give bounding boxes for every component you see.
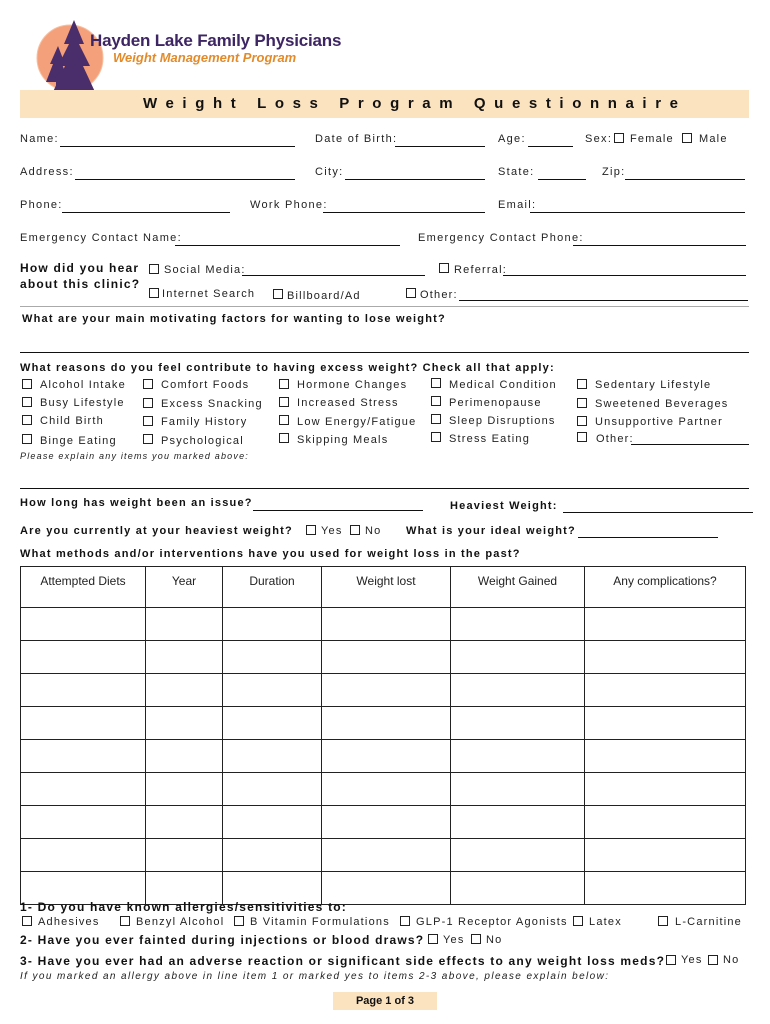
emergency-name-label: Emergency Contact Name: xyxy=(20,232,182,244)
stress-eating-checkbox[interactable] xyxy=(431,432,441,442)
busy-lifestyle-label: Busy Lifestyle xyxy=(40,397,125,409)
table-cell[interactable] xyxy=(322,641,451,674)
column-header: Any complications? xyxy=(585,567,746,608)
hormone-changes-label: Hormone Changes xyxy=(297,379,408,391)
table-cell[interactable] xyxy=(146,740,223,773)
table-cell[interactable] xyxy=(21,806,146,839)
form-title: Weight Loss Program Questionnaire xyxy=(143,95,687,112)
table-cell[interactable] xyxy=(322,707,451,740)
table-cell[interactable] xyxy=(223,608,322,641)
table-cell[interactable] xyxy=(146,608,223,641)
latex-checkbox[interactable] xyxy=(573,916,583,926)
table-row xyxy=(21,608,746,641)
column-header: Attempted Diets xyxy=(21,567,146,608)
other-referral-field[interactable] xyxy=(459,300,748,301)
hormone-changes-checkbox[interactable] xyxy=(279,379,289,389)
ideal-weight-label: What is your ideal weight? xyxy=(406,525,576,537)
motivation-question: What are your main motivating factors for wanting to lose weight? xyxy=(22,313,446,325)
table-cell[interactable] xyxy=(451,740,585,773)
table-cell[interactable] xyxy=(146,773,223,806)
table-cell[interactable] xyxy=(223,839,322,872)
emergency-phone-field[interactable] xyxy=(573,245,746,246)
table-cell[interactable] xyxy=(451,839,585,872)
internet-search-checkbox[interactable] xyxy=(149,288,159,298)
female-label: Female xyxy=(630,133,674,145)
benzyl-alcohol-label: Benzyl Alcohol xyxy=(136,916,225,928)
psychological-checkbox[interactable] xyxy=(143,434,153,444)
fainted-question: 2- Have you ever fainted during injections or blood draws? xyxy=(20,933,425,947)
adverse-no-label: No xyxy=(723,954,740,966)
reasons-explain-field[interactable] xyxy=(20,488,749,489)
table-cell[interactable] xyxy=(146,674,223,707)
skipping-meals-checkbox[interactable] xyxy=(279,433,289,443)
table-cell[interactable] xyxy=(585,641,746,674)
table-cell[interactable] xyxy=(322,839,451,872)
fainted-yes-checkbox[interactable] xyxy=(428,934,438,944)
page-indicator: Page 1 of 3 xyxy=(333,992,437,1010)
table-cell[interactable] xyxy=(585,872,746,905)
b-vitamin-label: B Vitamin Formulations xyxy=(250,916,390,928)
other-referral-label: Other: xyxy=(420,289,458,301)
comfort-foods-label: Comfort Foods xyxy=(161,379,250,391)
methods-question: What methods and/or interventions have you used for weight loss in the past? xyxy=(20,548,521,560)
table-row xyxy=(21,773,746,806)
social-media-label: Social Media: xyxy=(164,264,246,276)
binge-eating-checkbox[interactable] xyxy=(22,434,32,444)
dob-field[interactable] xyxy=(395,146,485,147)
low-energy-checkbox[interactable] xyxy=(279,415,289,425)
sweetened-beverages-checkbox[interactable] xyxy=(577,398,587,408)
sedentary-lifestyle-label: Sedentary Lifestyle xyxy=(595,379,712,391)
zip-label: Zip: xyxy=(602,166,626,178)
perimenopause-checkbox[interactable] xyxy=(431,396,441,406)
table-cell[interactable] xyxy=(322,740,451,773)
alcohol-intake-label: Alcohol Intake xyxy=(40,379,126,391)
reasons-question: What reasons do you feel contribute to having excess weight? Check all that apply: xyxy=(20,362,555,374)
table-cell[interactable] xyxy=(451,872,585,905)
skipping-meals-label: Skipping Meals xyxy=(297,434,389,446)
column-header: Year xyxy=(146,567,223,608)
name-label: Name: xyxy=(20,133,59,145)
state-field[interactable] xyxy=(538,179,586,180)
table-cell[interactable] xyxy=(21,641,146,674)
fainted-no-label: No xyxy=(486,934,503,946)
column-header: Duration xyxy=(223,567,322,608)
sex-label: Sex: xyxy=(585,133,613,145)
table-cell[interactable] xyxy=(451,674,585,707)
family-history-checkbox[interactable] xyxy=(143,416,153,426)
state-label: State: xyxy=(498,166,535,178)
table-cell[interactable] xyxy=(322,806,451,839)
email-field[interactable] xyxy=(530,212,745,213)
sedentary-lifestyle-checkbox[interactable] xyxy=(577,379,587,389)
ideal-weight-field[interactable] xyxy=(578,537,718,538)
table-cell[interactable] xyxy=(322,674,451,707)
currently-heaviest-label: Are you currently at your heaviest weight? xyxy=(20,525,293,537)
male-label: Male xyxy=(699,133,728,145)
table-row xyxy=(21,839,746,872)
address-label: Address: xyxy=(20,166,74,178)
medical-condition-checkbox[interactable] xyxy=(431,378,441,388)
table-row xyxy=(21,740,746,773)
table-cell[interactable] xyxy=(223,674,322,707)
table-cell[interactable] xyxy=(146,707,223,740)
table-cell[interactable] xyxy=(21,773,146,806)
table-row xyxy=(21,707,746,740)
table-cell[interactable] xyxy=(223,773,322,806)
phone-label: Phone: xyxy=(20,199,63,211)
phone-field[interactable] xyxy=(62,212,230,213)
adverse-yes-label: Yes xyxy=(681,954,703,966)
billboard-label: Billboard/Ad xyxy=(287,290,361,302)
child-birth-checkbox[interactable] xyxy=(22,415,32,425)
family-history-label: Family History xyxy=(161,416,248,428)
table-cell[interactable] xyxy=(322,608,451,641)
table-row xyxy=(21,674,746,707)
benzyl-alcohol-checkbox[interactable] xyxy=(120,916,130,926)
referral-question-line2: about this clinic? xyxy=(20,277,141,291)
heaviest-no-checkbox[interactable] xyxy=(350,525,360,535)
table-cell[interactable] xyxy=(223,806,322,839)
internet-search-label: Internet Search xyxy=(162,288,256,300)
clinic-name: Hayden Lake Family Physicians xyxy=(90,31,342,50)
unsupportive-partner-checkbox[interactable] xyxy=(577,416,587,426)
busy-lifestyle-checkbox[interactable] xyxy=(22,397,32,407)
glp1-checkbox[interactable] xyxy=(400,916,410,926)
reasons-explain-label: Please explain any items you marked above: xyxy=(20,451,249,461)
increased-stress-checkbox[interactable] xyxy=(279,397,289,407)
fainted-yes-label: Yes xyxy=(443,934,465,946)
table-cell[interactable] xyxy=(21,740,146,773)
binge-eating-label: Binge Eating xyxy=(40,435,117,447)
how-long-field[interactable] xyxy=(253,510,423,511)
email-label: Email: xyxy=(498,199,537,211)
table-cell[interactable] xyxy=(585,806,746,839)
table-cell[interactable] xyxy=(146,641,223,674)
b-vitamin-checkbox[interactable] xyxy=(234,916,244,926)
work-phone-field[interactable] xyxy=(323,212,485,213)
table-cell[interactable] xyxy=(322,773,451,806)
program-name: Weight Management Program xyxy=(113,50,297,65)
table-header-row xyxy=(21,567,746,608)
referral-checkbox[interactable] xyxy=(439,263,449,273)
age-label: Age: xyxy=(498,133,526,145)
table-row xyxy=(21,806,746,839)
other-reason-checkbox[interactable] xyxy=(577,432,587,442)
sweetened-beverages-label: Sweetened Beverages xyxy=(595,398,729,410)
billboard-checkbox[interactable] xyxy=(273,289,283,299)
table-cell[interactable] xyxy=(585,674,746,707)
other-referral-checkbox[interactable] xyxy=(406,288,416,298)
table-cell[interactable] xyxy=(585,740,746,773)
age-field[interactable] xyxy=(528,146,573,147)
table-cell[interactable] xyxy=(223,641,322,674)
social-media-field[interactable] xyxy=(242,275,425,276)
column-header: Weight lost xyxy=(322,567,451,608)
low-energy-label: Low Energy/Fatigue xyxy=(297,416,417,428)
table-cell[interactable] xyxy=(21,608,146,641)
table-cell[interactable] xyxy=(585,608,746,641)
heaviest-no-label: No xyxy=(365,525,382,537)
adverse-yes-checkbox[interactable] xyxy=(666,955,676,965)
allergy-explain-label: If you marked an allergy above in line item 1 or marked yes to items 2-3 above, please explain below: xyxy=(20,971,610,982)
table-cell[interactable] xyxy=(146,839,223,872)
glp1-label: GLP-1 Receptor Agonists xyxy=(416,916,568,928)
work-phone-label: Work Phone: xyxy=(250,199,328,211)
table-cell[interactable] xyxy=(585,707,746,740)
heaviest-weight-label: Heaviest Weight: xyxy=(450,500,558,512)
table-cell[interactable] xyxy=(223,707,322,740)
table-cell[interactable] xyxy=(451,641,585,674)
address-field[interactable] xyxy=(75,179,295,180)
dob-label: Date of Birth: xyxy=(315,133,398,145)
table-cell[interactable] xyxy=(585,839,746,872)
other-reason-label: Other: xyxy=(596,433,634,445)
referral-field[interactable] xyxy=(503,275,746,276)
allergies-question: 1- Do you have known allergies/sensitivities to: xyxy=(20,900,348,914)
table-cell[interactable] xyxy=(223,740,322,773)
unsupportive-partner-label: Unsupportive Partner xyxy=(595,416,723,428)
table-cell[interactable] xyxy=(451,806,585,839)
table-cell[interactable] xyxy=(21,839,146,872)
l-carnitine-label: L-Carnitine xyxy=(675,916,743,928)
child-birth-label: Child Birth xyxy=(40,415,104,427)
l-carnitine-checkbox[interactable] xyxy=(658,916,668,926)
latex-label: Latex xyxy=(589,916,622,928)
table-cell[interactable] xyxy=(21,674,146,707)
medical-condition-label: Medical Condition xyxy=(449,379,557,391)
female-checkbox[interactable] xyxy=(614,133,624,143)
adhesives-label: Adhesives xyxy=(38,916,100,928)
table-cell[interactable] xyxy=(21,707,146,740)
referral-label: Referral: xyxy=(454,264,507,276)
referral-divider xyxy=(20,306,749,307)
how-long-label: How long has weight been an issue? xyxy=(20,497,253,509)
table-cell[interactable] xyxy=(146,806,223,839)
perimenopause-label: Perimenopause xyxy=(449,397,542,409)
psychological-label: Psychological xyxy=(161,435,244,447)
alcohol-intake-checkbox[interactable] xyxy=(22,379,32,389)
heaviest-yes-checkbox[interactable] xyxy=(306,525,316,535)
city-label: City: xyxy=(315,166,344,178)
table-cell[interactable] xyxy=(451,773,585,806)
comfort-foods-checkbox[interactable] xyxy=(143,379,153,389)
male-checkbox[interactable] xyxy=(682,133,692,143)
zip-field[interactable] xyxy=(625,179,745,180)
heaviest-yes-label: Yes xyxy=(321,525,343,537)
increased-stress-label: Increased Stress xyxy=(297,397,399,409)
methods-table xyxy=(20,566,746,905)
table-cell[interactable] xyxy=(585,773,746,806)
heaviest-weight-field[interactable] xyxy=(563,512,753,513)
adverse-reaction-question: 3- Have you ever had an adverse reaction or significant side effects to any weight loss meds? xyxy=(20,954,666,968)
table-row xyxy=(21,641,746,674)
sleep-disruptions-checkbox[interactable] xyxy=(431,414,441,424)
stress-eating-label: Stress Eating xyxy=(449,433,531,445)
emergency-name-field[interactable] xyxy=(175,245,400,246)
city-field[interactable] xyxy=(345,179,485,180)
sleep-disruptions-label: Sleep Disruptions xyxy=(449,415,556,427)
name-field[interactable] xyxy=(60,146,295,147)
fainted-no-checkbox[interactable] xyxy=(471,934,481,944)
adhesives-checkbox[interactable] xyxy=(22,916,32,926)
table-cell[interactable] xyxy=(451,707,585,740)
table-cell[interactable] xyxy=(451,608,585,641)
column-header: Weight Gained xyxy=(451,567,585,608)
adverse-no-checkbox[interactable] xyxy=(708,955,718,965)
excess-snacking-checkbox[interactable] xyxy=(143,398,153,408)
excess-snacking-label: Excess Snacking xyxy=(161,398,263,410)
other-reason-field[interactable] xyxy=(631,444,749,445)
referral-question-line1: How did you hear xyxy=(20,261,140,275)
social-media-checkbox[interactable] xyxy=(149,264,159,274)
emergency-phone-label: Emergency Contact Phone: xyxy=(418,232,584,244)
motivation-field[interactable] xyxy=(20,352,749,353)
